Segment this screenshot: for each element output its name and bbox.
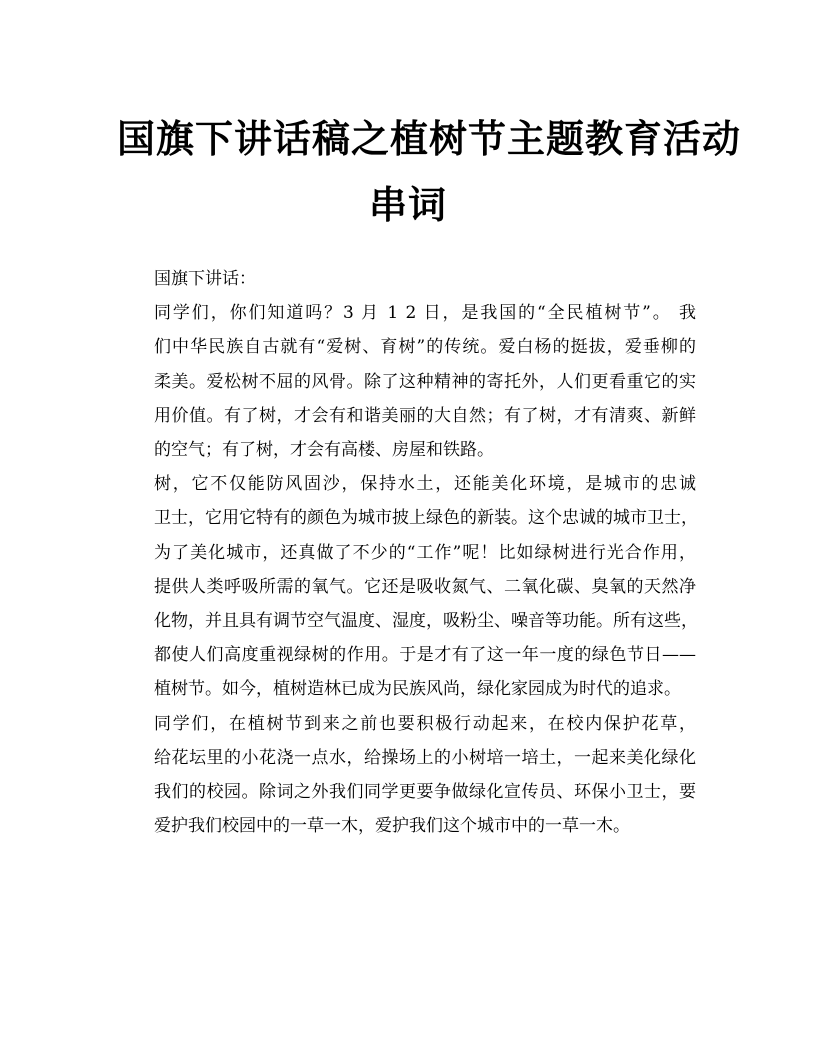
paragraph-line: 我们的校园。除词之外我们同学更要争做绿化宣传员、环保小卫士，要 [154, 782, 696, 803]
paragraph-line: 同学们，在植树节到来之前也要积极行动起来，在校内保护花草， [154, 713, 696, 734]
paragraph-1 [120, 262, 696, 296]
paragraph-line: 爱护我们校园中的一草一木，爱护我们这个城市中的一草一木。 [154, 816, 630, 837]
paragraph-line: 的空气；有了树，才会有高楼、房屋和铁路。 [154, 440, 494, 461]
paragraph-line: 化物，并且具有调节空气温度、湿度，吸粉尘、噪音等功能。所有这些， [154, 611, 698, 632]
paragraph-line: 们中华民族自古就有“爱树、育树”的传统。爱白杨的挺拔，爱垂柳的 [154, 337, 696, 358]
paragraph-line: 国旗下讲话： [154, 269, 256, 289]
paragraph-line: 植树节。如今，植树造林已成为民族风尚，绿化家园成为时代的追求。 [154, 679, 681, 700]
document-body [120, 262, 696, 843]
title-line-2: 串词 [368, 182, 447, 227]
paragraph-line: 给花坛里的小花浇一点水，给操场上的小树培一培土，一起来美化绿化 [154, 747, 696, 768]
paragraph-line: 都使人们高度重视绿树的作用。于是才有了这一年一度的绿色节日—— [154, 645, 696, 666]
title-line-1: 国旗下讲话稿之植树节主题教育活动 [117, 116, 742, 161]
paragraph-3 [120, 467, 696, 706]
paragraph-line: 卫士，它用它特有的颜色为城市披上绿色的新装。这个忠诚的城市卫士， [154, 508, 698, 529]
paragraph-4 [120, 707, 696, 844]
paragraph-line: 用价值。有了树，才会有和谐美丽的大自然；有了树，才有清爽、新鲜 [154, 405, 696, 426]
paragraph-line: 提供人类呼吸所需的氧气。它还是吸收氮气、二氧化碳、臭氧的天然净 [154, 576, 696, 597]
paragraph-line: 柔美。爱松树不屈的风骨。除了这种精神的寄托外，人们更看重它的实 [154, 371, 696, 392]
paragraph-2 [120, 296, 696, 467]
paragraph-line: 同学们，你们知道吗？3 月 1 2 日，是我国的“全民植树节”。 我 [154, 303, 696, 324]
paragraph-line: 树，它不仅能防风固沙，保持水土，还能美化环境，是城市的忠诚 [154, 474, 696, 495]
document-title [117, 106, 742, 238]
paragraph-line: 为了美化城市，还真做了不少的“工作”呢！比如绿树进行光合作用， [154, 542, 696, 563]
